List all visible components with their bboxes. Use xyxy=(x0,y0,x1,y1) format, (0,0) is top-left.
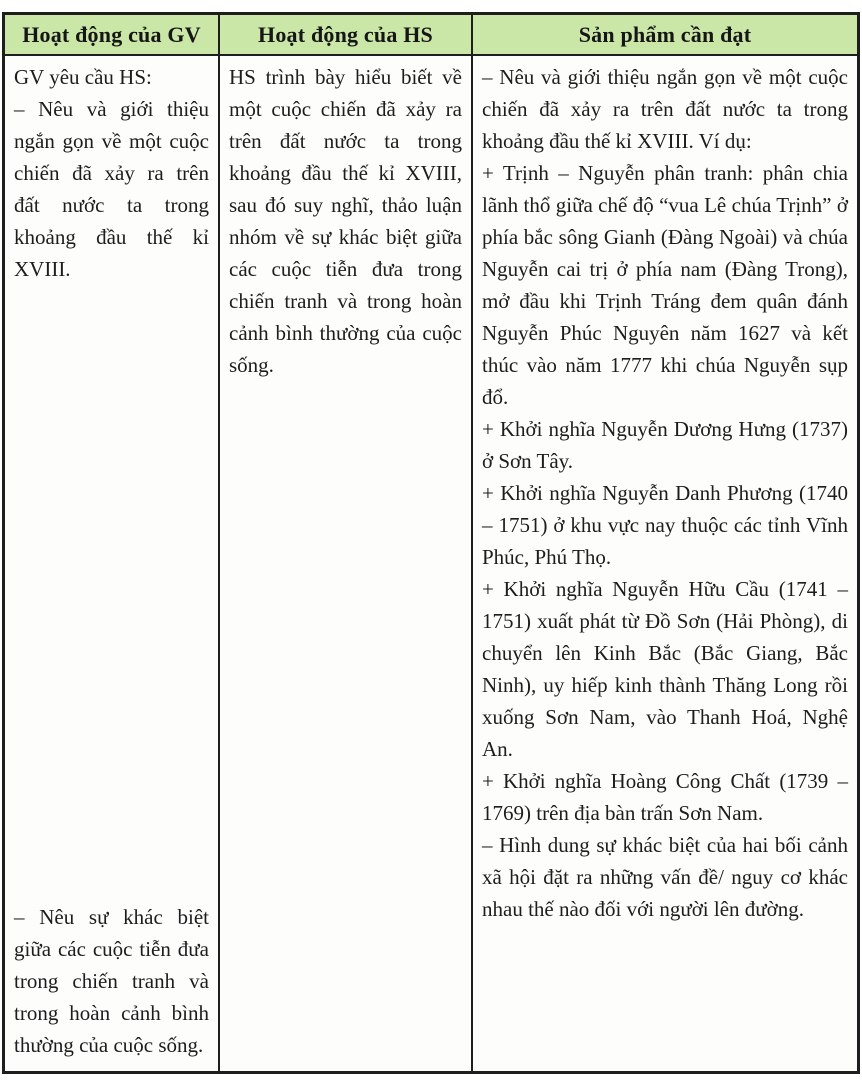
product-paragraph: + Khởi nghĩa Hoàng Công Chất (1739 – 1769) trên địa bàn trấn Sơn Nam. xyxy=(482,769,848,825)
header-cell-required-products: Sản phẩm cần đạt xyxy=(471,15,857,56)
lesson-plan-table xyxy=(2,12,860,1074)
hs-activity-text: HS trình bày hiểu biết về một cuộc chiến đã xảy ra trên đất nước ta trong khoảng đầu thế kỉ XVIII, sau đó suy nghĩ, thảo luận nhóm về sự khác biệt giữa các cuộc tiễn đưa trong chiến tranh và trong hoàn cảnh bình thường của cuộc sống. xyxy=(229,65,462,377)
hs-activities-cell xyxy=(218,56,471,1071)
header-cell-hs-activities: Hoạt động của HS xyxy=(218,15,471,56)
gv-intro-text: GV yêu cầu HS: xyxy=(14,65,152,89)
product-paragraph: + Khởi nghĩa Nguyễn Hữu Cầu (1741 – 1751) xuất phát từ Đồ Sơn (Hải Phòng), di chuyển lên Kinh Bắc (Bắc Giang, Bắc Ninh), uy hiếp kinh thành Thăng Long rồi xuống Sơn Nam, vào Thanh Hoá, Nghệ An. xyxy=(482,577,848,761)
header-cell-gv-activities: Hoạt động của GV xyxy=(5,15,218,56)
product-paragraph: + Khởi nghĩa Nguyễn Dương Hưng (1737) ở Sơn Tây. xyxy=(482,417,848,473)
required-products-cell xyxy=(471,56,857,1071)
gv-activities-cell xyxy=(5,56,218,1071)
gv-request-2: – Nêu sự khác biệt giữa các cuộc tiễn đưa trong chiến tranh và trong hoàn cảnh bình thường của cuộc sống. xyxy=(14,905,209,1057)
product-paragraph: – Hình dung sự khác biệt của hai bối cảnh xã hội đặt ra những vấn đề/ nguy cơ khác nhau thế nào đối với người lên đường. xyxy=(482,833,848,921)
gv-top-group xyxy=(14,61,209,285)
gv-request-1: – Nêu và giới thiệu ngắn gọn về một cuộc chiến đã xảy ra trên đất nước ta trong khoảng đầu thế kỉ XVIII. xyxy=(14,97,209,281)
product-paragraph: + Trịnh – Nguyễn phân tranh: phân chia lãnh thổ giữa chế độ “vua Lê chúa Trịnh” ở phía bắc sông Gianh (Đàng Ngoài) và chúa Nguyễn cai trị ở phía nam (Đàng Trong), mở đầu khi Trịnh Tráng đem quân đánh Nguyễn Phúc Nguyên năm 1627 và kết thúc vào năm 1777 khi chúa Nguyễn sụp đổ. xyxy=(482,161,848,409)
product-paragraph: – Nêu và giới thiệu ngắn gọn về một cuộc chiến đã xảy ra trên đất nước ta trong khoảng đầu thế kỉ XVIII. Ví dụ: xyxy=(482,65,848,153)
product-paragraph: + Khởi nghĩa Nguyễn Danh Phương (1740 – 1751) ở khu vực nay thuộc các tỉnh Vĩnh Phúc, Phú Thọ. xyxy=(482,481,848,569)
